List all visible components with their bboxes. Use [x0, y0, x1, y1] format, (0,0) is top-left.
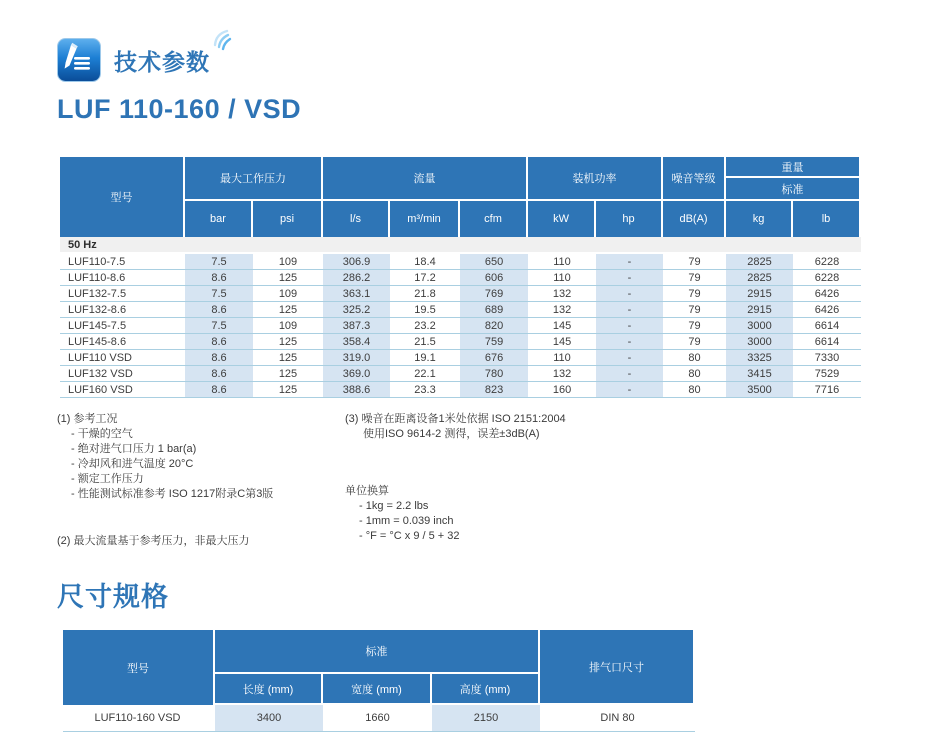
spec-header-row-1 [60, 157, 861, 178]
cell-cfm: 769 [460, 286, 528, 302]
cell-db-a: 79 [663, 270, 726, 286]
table-row [60, 318, 861, 334]
dim-subheader-length-mm: 长度 (mm) [215, 674, 323, 705]
dimensions-table [63, 630, 695, 732]
cell-psi: 109 [253, 318, 323, 334]
col-header-model: 型号 [60, 157, 185, 237]
table-row [60, 270, 861, 286]
cell-kw: 160 [528, 382, 596, 398]
cell-hp: - [596, 366, 663, 382]
group-header-installed-power: 装机功率 [528, 157, 663, 201]
dim-col-header-outlet: 排气口尺寸 [540, 630, 695, 705]
cell-bar: 8.6 [185, 382, 253, 398]
cell-psi: 125 [253, 270, 323, 286]
dimensions-section-title: 尺寸规格 [57, 582, 169, 612]
cell-lb: 6228 [793, 270, 861, 286]
cell-psi: 125 [253, 334, 323, 350]
cell-lb: 6426 [793, 286, 861, 302]
cell-lb: 7529 [793, 366, 861, 382]
dim-header-row-1 [63, 630, 695, 674]
cell-db-a: 80 [663, 366, 726, 382]
dim-group-header-standard: 标准 [215, 630, 540, 674]
table-row [60, 254, 861, 270]
cell-m3-min: 19.1 [390, 350, 460, 366]
cell-hp: - [596, 318, 663, 334]
note2: (2) 最大流量基于参考压力，非最大压力 [57, 535, 250, 547]
cell-kg: 2915 [726, 302, 793, 318]
cell-kg: 3000 [726, 318, 793, 334]
cell-bar: 8.6 [185, 334, 253, 350]
unit-header-m3-min: m³/min [390, 201, 460, 237]
cell-l-s: 387.3 [323, 318, 390, 334]
cell-kg: 2825 [726, 254, 793, 270]
cell-l-s: 306.9 [323, 254, 390, 270]
cell-m3-min: 23.3 [390, 382, 460, 398]
cell-model: LUF132 VSD [60, 366, 185, 382]
note-item: - °F = °C x 9 / 5 + 32 [359, 530, 460, 542]
spec-table-body [60, 237, 861, 398]
table-row [63, 705, 695, 732]
cell-m3-min: 23.2 [390, 318, 460, 334]
unit-header-hp: hp [596, 201, 663, 237]
cell-psi: 109 [253, 254, 323, 270]
cell-db-a: 79 [663, 318, 726, 334]
cell-hp: - [596, 302, 663, 318]
cell-bar: 8.6 [185, 350, 253, 366]
cell-bar: 8.6 [185, 270, 253, 286]
cell-hp: - [596, 382, 663, 398]
unit-header-cfm: cfm [460, 201, 528, 237]
cell-kg: 2825 [726, 270, 793, 286]
cell-kw: 145 [528, 334, 596, 350]
cell-kw: 132 [528, 286, 596, 302]
subheader-weight-standard: 标准 [726, 178, 861, 201]
cell-psi: 125 [253, 366, 323, 382]
cell-cfm: 759 [460, 334, 528, 350]
group-header-max-pressure: 最大工作压力 [185, 157, 323, 201]
table-row [60, 286, 861, 302]
note-item: - 1kg = 2.2 lbs [359, 500, 429, 512]
cell-hp: - [596, 350, 663, 366]
cell-length: 3400 [215, 705, 323, 732]
footnotes-right-column [345, 412, 933, 549]
unit-header-kw: kW [528, 201, 596, 237]
cell-db-a: 80 [663, 350, 726, 366]
cell-m3-min: 21.5 [390, 334, 460, 350]
cell-kw: 132 [528, 366, 596, 382]
note-item: - 冷却风和进气温度 20°C [71, 458, 194, 470]
note3-line1: (3) 噪音在距离设备1米处依据 ISO 2151:2004 [345, 413, 566, 425]
unit-conversion-block [345, 484, 933, 544]
cell-hp: - [596, 334, 663, 350]
cell-m3-min: 22.1 [390, 366, 460, 382]
cell-kg: 3500 [726, 382, 793, 398]
cell-model: LUF160 VSD [60, 382, 185, 398]
cell-lb: 6614 [793, 318, 861, 334]
cell-model: LUF110-7.5 [60, 254, 185, 270]
unit-header-l-s: l/s [323, 201, 390, 237]
cell-hp: - [596, 286, 663, 302]
cell-bar: 7.5 [185, 254, 253, 270]
cell-m3-min: 18.4 [390, 254, 460, 270]
cell-l-s: 388.6 [323, 382, 390, 398]
cell-model: LUF110 VSD [60, 350, 185, 366]
cell-l-s: 319.0 [323, 350, 390, 366]
cell-db-a: 80 [663, 382, 726, 398]
cell-db-a: 79 [663, 286, 726, 302]
cell-bar: 7.5 [185, 286, 253, 302]
cell-model: LUF145-7.5 [60, 318, 185, 334]
cell-kw: 145 [528, 318, 596, 334]
frequency-section-row [60, 237, 861, 254]
cell-model: LUF110-160 VSD [63, 705, 215, 732]
cell-kw: 132 [528, 302, 596, 318]
cell-model: LUF145-8.6 [60, 334, 185, 350]
footnotes-left-column [57, 412, 345, 549]
cell-kw: 110 [528, 254, 596, 270]
unit-header-kg: kg [726, 201, 793, 237]
cell-hp: - [596, 254, 663, 270]
cell-lb: 7330 [793, 350, 861, 366]
frequency-label: 50 Hz [60, 237, 861, 254]
cell-psi: 125 [253, 302, 323, 318]
cell-l-s: 325.2 [323, 302, 390, 318]
page-header [57, 38, 933, 82]
cell-psi: 125 [253, 350, 323, 366]
table-row [60, 366, 861, 382]
footnotes [57, 412, 933, 549]
cell-psi: 125 [253, 382, 323, 398]
cell-bar: 8.6 [185, 302, 253, 318]
cell-kw: 110 [528, 350, 596, 366]
page-title: 技术参数 [114, 48, 210, 75]
conversion-items [359, 499, 933, 544]
cell-lb: 6228 [793, 254, 861, 270]
note-item: - 干燥的空气 [71, 428, 133, 440]
cell-cfm: 823 [460, 382, 528, 398]
group-header-flow: 流量 [323, 157, 528, 201]
unit-header-lb: lb [793, 201, 861, 237]
cell-l-s: 363.1 [323, 286, 390, 302]
cell-model: LUF132-7.5 [60, 286, 185, 302]
cell-model: LUF110-8.6 [60, 270, 185, 286]
cell-cfm: 689 [460, 302, 528, 318]
cell-bar: 7.5 [185, 318, 253, 334]
cell-hp: - [596, 270, 663, 286]
cell-kg: 3325 [726, 350, 793, 366]
model-range-title: LUF 110-160 / VSD [57, 94, 302, 124]
dim-table-body [63, 705, 695, 732]
cell-kw: 110 [528, 270, 596, 286]
cell-cfm: 676 [460, 350, 528, 366]
cell-width: 1660 [323, 705, 432, 732]
dim-subheader-height-mm: 高度 (mm) [432, 674, 540, 705]
cell-db-a: 79 [663, 334, 726, 350]
cell-db-a: 79 [663, 302, 726, 318]
cell-cfm: 650 [460, 254, 528, 270]
table-row [60, 350, 861, 366]
spec-table [60, 157, 861, 398]
section-title-wrap [114, 44, 210, 77]
cell-height: 2150 [432, 705, 540, 732]
group-header-noise-level: 噪音等级 [663, 157, 726, 201]
unit-header-bar: bar [185, 201, 253, 237]
cell-m3-min: 19.5 [390, 302, 460, 318]
group-header-weight: 重量 [726, 157, 861, 178]
cell-model: LUF132-8.6 [60, 302, 185, 318]
pen-document-icon [57, 38, 101, 82]
cell-bar: 8.6 [185, 366, 253, 382]
cell-lb: 6426 [793, 302, 861, 318]
cell-db-a: 79 [663, 254, 726, 270]
cell-m3-min: 21.8 [390, 286, 460, 302]
swoosh-icon [212, 28, 240, 54]
cell-kg: 2915 [726, 286, 793, 302]
conversion-title: 单位换算 [345, 485, 389, 497]
table-row [60, 382, 861, 398]
note-item: - 1mm = 0.039 inch [359, 515, 454, 527]
unit-header-db-a: dB(A) [663, 201, 726, 237]
cell-l-s: 358.4 [323, 334, 390, 350]
cell-cfm: 780 [460, 366, 528, 382]
note-item: - 额定工作压力 [71, 473, 144, 485]
cell-cfm: 820 [460, 318, 528, 334]
cell-cfm: 606 [460, 270, 528, 286]
cell-kg: 3000 [726, 334, 793, 350]
cell-outlet: DIN 80 [540, 705, 695, 732]
cell-lb: 7716 [793, 382, 861, 398]
unit-header-psi: psi [253, 201, 323, 237]
cell-m3-min: 17.2 [390, 270, 460, 286]
note3-line2: 使用ISO 9614-2 测得，误差±3dB(A) [363, 428, 540, 440]
cell-l-s: 369.0 [323, 366, 390, 382]
note-item: - 绝对进气口压力 1 bar(a) [71, 443, 197, 455]
note1-items [71, 427, 345, 502]
table-row [60, 302, 861, 318]
dim-subheader-width-mm: 宽度 (mm) [323, 674, 432, 705]
cell-kg: 3415 [726, 366, 793, 382]
cell-lb: 6614 [793, 334, 861, 350]
dim-col-header-model: 型号 [63, 630, 215, 705]
cell-l-s: 286.2 [323, 270, 390, 286]
table-row [60, 334, 861, 350]
cell-psi: 109 [253, 286, 323, 302]
note1-title: (1) 参考工况 [57, 413, 118, 425]
note-item: - 性能测试标准参考 ISO 1217附录C第3版 [71, 488, 274, 500]
